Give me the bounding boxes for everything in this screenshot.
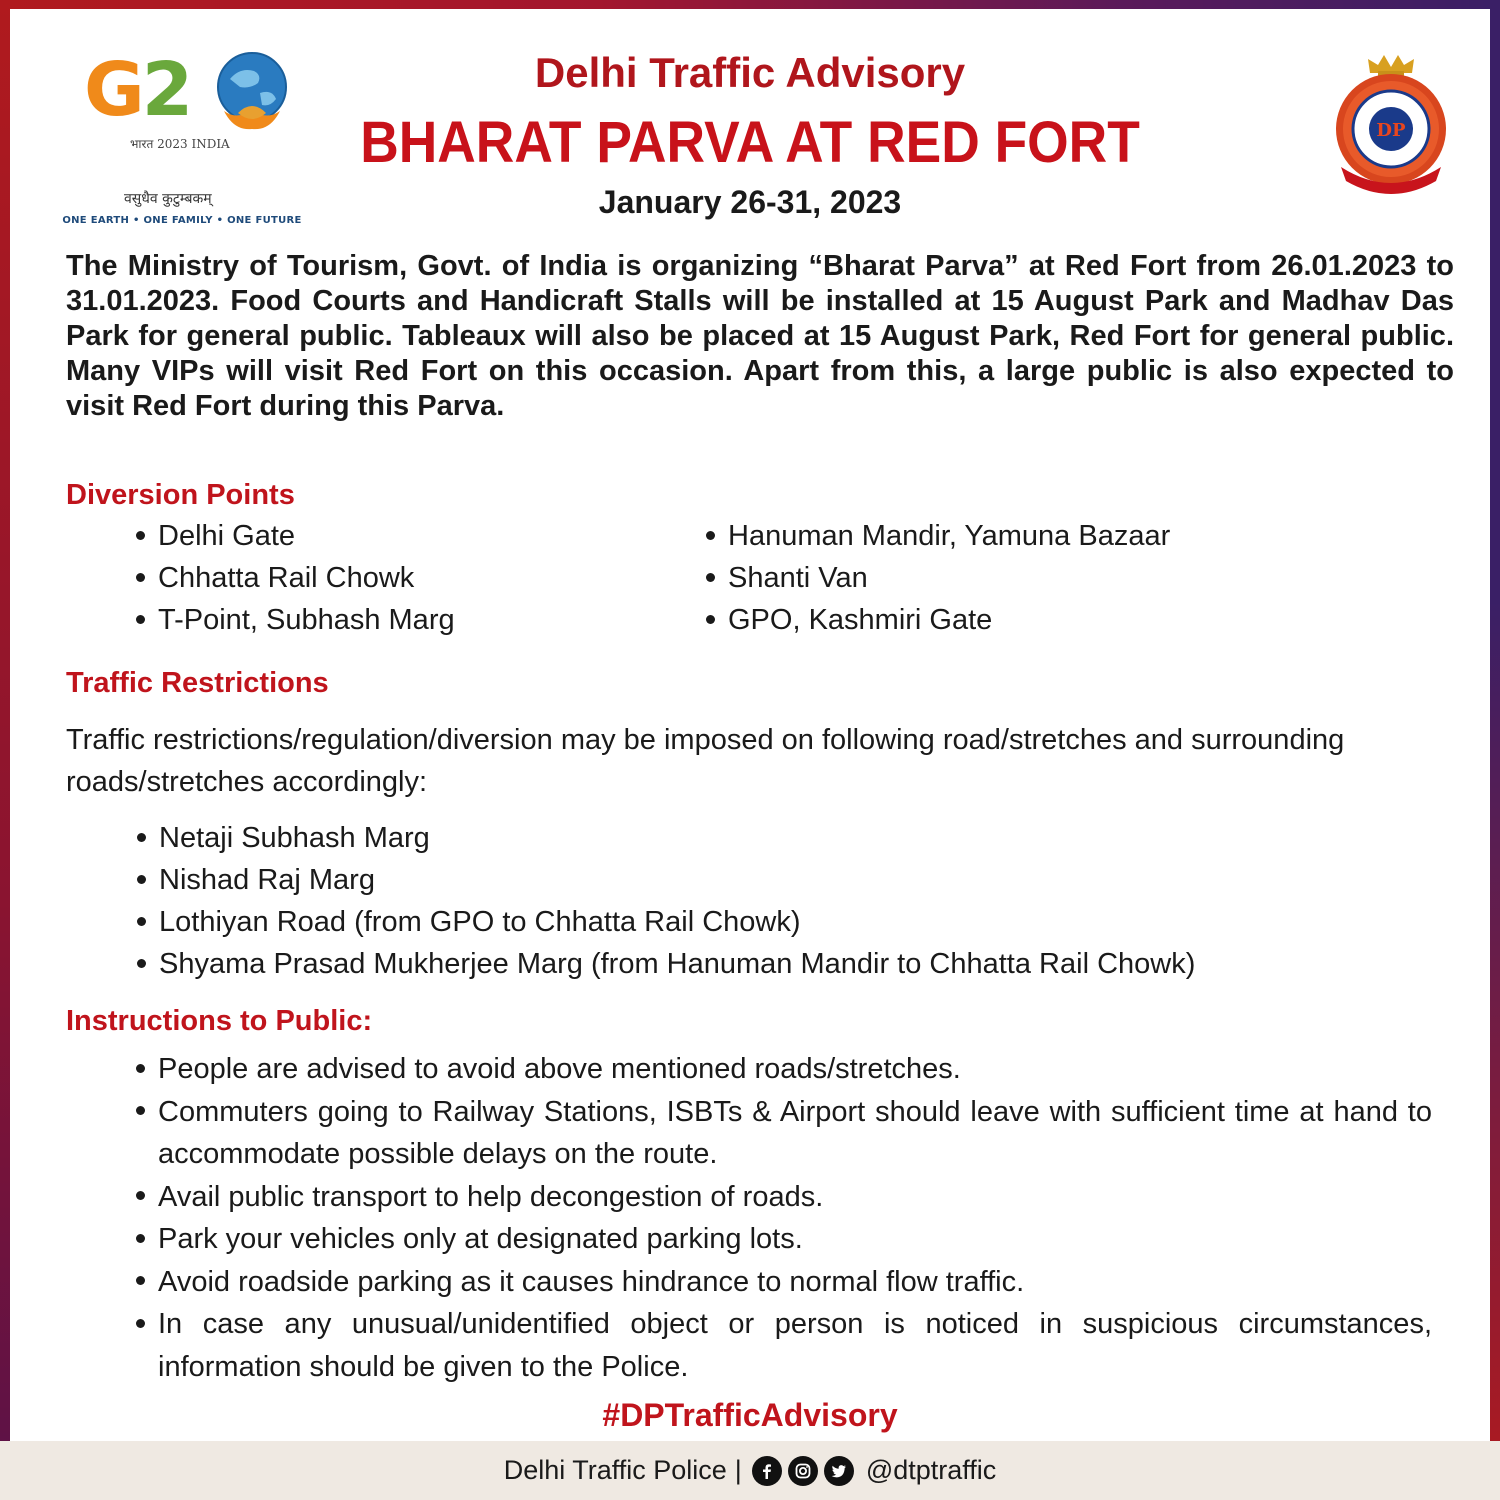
list-item: Avail public transport to help decongestion of roads.	[132, 1176, 1432, 1219]
advisory-title: Delhi Traffic Advisory	[534, 49, 966, 96]
restrictions-list	[133, 817, 1433, 985]
list-item: Chhatta Rail Chowk	[132, 557, 692, 599]
g20-sanskrit-motto: वसुधैव कुटुम्बकम्	[124, 191, 212, 207]
list-item: T-Point, Subhash Marg	[132, 599, 692, 641]
list-item: Shyama Prasad Mukherjee Marg (from Hanuman Mandir to Chhatta Rail Chowk)	[133, 943, 1433, 985]
twitter-icon[interactable]	[824, 1456, 854, 1486]
frame-right	[1490, 0, 1500, 1500]
list-item: Delhi Gate	[132, 515, 692, 557]
list-item: Hanuman Mandir, Yamuna Bazaar	[702, 515, 1262, 557]
svg-text:DP: DP	[1376, 120, 1406, 141]
frame-left	[0, 0, 10, 1500]
diversion-list-left	[132, 515, 692, 641]
diversion-list-right	[702, 515, 1262, 641]
list-item: Avoid roadside parking as it causes hindrance to normal flow traffic.	[132, 1261, 1432, 1304]
footer-handle[interactable]: @dtptraffic	[865, 1455, 997, 1485]
list-item: Netaji Subhash Marg	[133, 817, 1433, 859]
restrictions-text: Traffic restrictions/regulation/diversion may be imposed on following road/stretches and surrounding roads/stretches accordingly:	[66, 724, 1345, 798]
g20-letter-g: G	[84, 47, 142, 133]
list-item: GPO, Kashmiri Gate	[702, 599, 1262, 641]
event-dates: January 26-31, 2023	[598, 184, 902, 220]
list-item: Nishad Raj Marg	[133, 859, 1433, 901]
g20-bharat-line: भारत 2023 INDIA	[130, 137, 230, 151]
list-item: Park your vehicles only at designated parking lots.	[132, 1218, 1432, 1261]
instructions-list	[132, 1048, 1432, 1388]
footer-org: Delhi Traffic Police	[503, 1455, 727, 1485]
footer-separator: |	[734, 1455, 742, 1485]
list-item: People are advised to avoid above mentioned roads/stretches.	[132, 1048, 1432, 1091]
intro-paragraph: The Ministry of Tourism, Govt. of India is organizing “Bharat Parva” at Red Fort from 26.01.2023 to 31.01.2023. Food Courts and Handicraft Stalls will be installed at 15 August Park and Madhav Das Park for general public. Tableaux will also be placed at 15 August Park, Red Fort for general public. Many VIPs will visit Red Fort on this occasion. Apart from this, a large public is also expected to visit Red Fort during this Parva.	[66, 250, 1454, 422]
frame-top	[0, 0, 1500, 9]
footer	[0, 1441, 1500, 1500]
list-item: Commuters going to Railway Stations, ISBTs & Airport should leave with sufficient time at hand to accommodate possible delays on the route.	[132, 1091, 1432, 1176]
delhi-police-emblem-icon	[1326, 49, 1456, 199]
hashtag[interactable]: #DPTrafficAdvisory	[602, 1397, 898, 1433]
list-item: In case any unusual/unidentified object or person is noticed in suspicious circumstances, information should be given to the Police.	[132, 1303, 1432, 1388]
restrictions-heading: Traffic Restrictions	[66, 667, 329, 699]
instructions-heading: Instructions to Public:	[66, 1005, 373, 1037]
g20-tagline: ONE EARTH • ONE FAMILY • ONE FUTURE	[62, 215, 302, 226]
g20-digit-2: 2	[141, 47, 191, 133]
list-item: Shanti Van	[702, 557, 1262, 599]
diversion-heading: Diversion Points	[66, 479, 295, 511]
event-title: BHARAT PARVA AT RED FORT	[360, 110, 1140, 175]
facebook-icon[interactable]	[752, 1456, 782, 1486]
list-item: Lothiyan Road (from GPO to Chhatta Rail Chowk)	[133, 901, 1433, 943]
advisory-poster	[10, 9, 1490, 1441]
instagram-icon[interactable]	[788, 1456, 818, 1486]
